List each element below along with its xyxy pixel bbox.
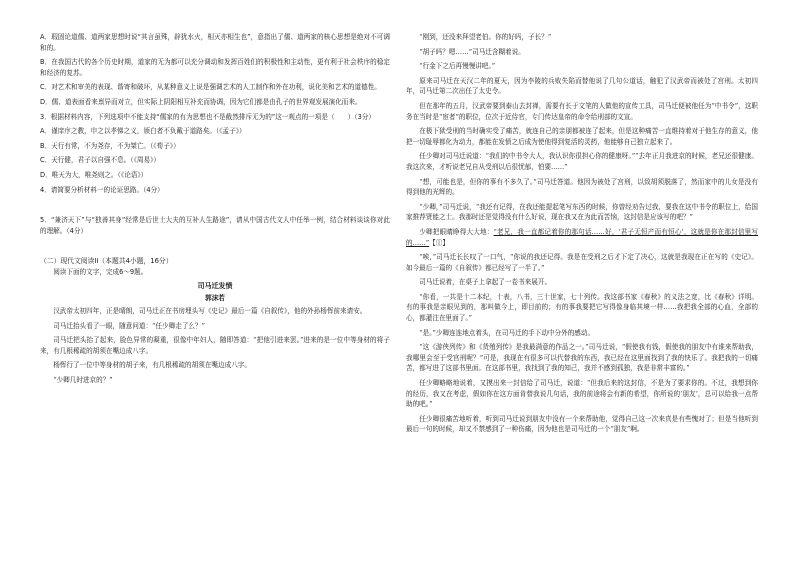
left-column: [40, 32, 390, 385]
section-heading: （二）现代文阅读II（本题共4小题，16分）: [40, 257, 173, 266]
story-paragraph: 汉武帝太初四年，正是晴朗，司马迁正在书房埋头写《史记》最后一篇《自叙传》，他的外孙杨恽前来请安。: [53, 306, 367, 315]
q2-option-c: C．对艺术和审美的表现、谐寄和破坏，从某种意义上说是强调艺术的人工制作和外在功利，说化美和艺术的道德性。: [40, 83, 381, 92]
q2-option-b: B．在我国古代的各个历史时期，道家的无为都可以充分调动和发挥百姓们的积极性和主动性，更有利于社会秩序的稳定和经济的复苏。: [40, 58, 390, 77]
story-paragraph: “这《游侠列传》和《货殖列传》是我最满意的作品之一。”司马迁说，“假使我有钱，假使我的朋友中有谁来帮助我，我哪里会至于受宫刑呢？”可是，我现在有很多可以代替我的东西，我已经在这里面找到了我的快乐了。我把我的一切痛苦，都写进了这部书里面。在这部书里，我找到了我的知己，我并不感到孤独，我是非常丰富的。”: [406, 343, 758, 373]
story-paragraph: “唉，”司马迁长长叹了一口气，“你说的我还记得。我是在受刑之后才下定了决心，这就是我现在正在写的《史记》。如今最后一篇的《自叙传》都已经写了一半了。”: [406, 253, 758, 272]
story-paragraph: 任少卿对司马迁说道：“我们的中书令大人，我认识你很担心你的健康呀。”“去年正月我进京的时候，老兄还很健康。我这次来，才听说老兄自从受刑以后很忧郁，怕要……”: [406, 152, 758, 171]
story-paragraph: 司马迁抬头看了一眼，随意问道：“任少卿走了么？”: [53, 321, 205, 330]
story-title: 司马迁发愤: [197, 280, 233, 290]
right-column: [406, 32, 758, 435]
story-paragraph: “刚到，还没来拜望老伯。你的好吗，子长？”: [419, 33, 552, 41]
story-paragraph: 司马迁说着，在桌子上拿起了一卷书来展开。: [419, 278, 552, 287]
story-paragraph: “你看，一共是十二本纪，十表，八书，三十世家，七十列传。我这部书家《春秋》的义法之宽，比《春秋》详明。有的事我是亲眼见到的，那叫做今上，即目前的；有的事我要把它写得像身临其境一样……我把我全部的心血，全部的心，都灌注在里面了。”: [406, 292, 758, 323]
reading-instruction: 阅读下面的文字，完成6～9题。: [53, 268, 148, 277]
story-paragraph: “行金下之后再慢慢讲吧。”: [419, 62, 496, 71]
underlined-quote: “老兄，我一直都记着你的那句话……好，‘君子无恒产而有恒心’，这就是你在那封信里写的……”: [406, 227, 759, 247]
story-paragraph: 但在那年的五月，汉武帝要到泰山去封禅，需要有长于文笔的人做他的宣传工具，司马迁便被他任为“中书令”，这职务在当时是“宦者”的职位，位次于近侍官，专门传达皇帝的命令给刑部的文宣。: [406, 101, 758, 121]
story-paragraph: 杨恽行了一位中等身材的胡子来，有几根稀疏的胡须在嘴边成八字。: [53, 361, 251, 370]
footnote-marker: 【①】: [429, 238, 449, 247]
story-paragraph: “少卿，”司马迁说，“我还有记得，在我还能提起笔写东西的时候，你曾经劝告过我，要我在这中书令的职位上，给国家推荐贤能之士。我那时还是觉得没有什么好说，现在我又在为此而苦恼，这封信是应该写的吧？”: [406, 202, 758, 222]
q3-option-c: C．天行健，君子以自强不息。（《周易》）: [40, 156, 160, 165]
q3-option-d: D．唯天为大，唯尧则之。（《论语》）: [40, 170, 148, 179]
story-paragraph: “想，可能也是，但你的事有不多久了。”司马迁答道。他因为被处了宫刑，以致胡须脱落了，然而家中的儿女是没有得到他的光辉的。: [406, 177, 758, 197]
q2-option-a: A．瑕固论道儒、道两家思想时说“其言虽殊，辟犹水火，相灭亦相生也”，意指出了儒、道两家的核心思想是绝对不可调和的。: [40, 33, 390, 52]
question-4: 4．请简要分析材料一的论证思路。（4分）: [40, 185, 164, 194]
q3-option-b: B．天行有常，不为尧存，不为桀亡。（《荀子》）: [40, 141, 180, 150]
story-paragraph-underlined: [406, 227, 758, 248]
story-paragraph: “是。”少卿连连地点着头，在司马迁的手下动中分外的感动。: [419, 328, 595, 337]
story-paragraph: 原来司马迁在天汉二年的夏天，因为李陵的兵败失陷而替他说了几句公道话，触犯了汉武帝而被处了宫刑。太初四年，司马迁第二次出任了太史令。: [406, 76, 758, 96]
story-paragraph: “少卿几时进京的？”: [53, 375, 113, 384]
story-paragraph: 任少卿略略地说着，又摸出来一封信给了司马迁，说道：“但我后来的这封信，不是为了要求你的。不过，我想到你的经历，我又在考虑，假如你在这方面肯替我说几句话，我的前途将会有新的希望，你所说的‘朋友’，总可以给我一点帮助的吧。”: [406, 379, 758, 409]
story-paragraph: 任少卿很痛苦地听着，听到司马迁说到朋友中没有一个来帮助他，觉得自己这一次来真是有些愧对了；但是当他听到最后一句的时候，却又不禁感到了一种伤痛，因为他也是司马迁的一个“朋友”啊。: [406, 414, 758, 434]
story-paragraph: 司马迁把头抬了起来，脸色异常的凝重，很像中年妇人，随即答道：“把他引进来罢。”进来的是一位中等身材的将子来，有几根稀疏的胡须在嘴边成八字。: [40, 336, 390, 355]
story-paragraph: 在极下狱受刑的当时确实受了痛苦，就连自己的亲朋都被连了起来，但是这种痛苦一直维持着对于他生存的意义，他把一切耻辱都化为动力，都能在发愤之后成为使他得到复活的灵药，他能够自己独立起来了。: [406, 127, 758, 146]
q3-option-a: A．谨庠序之教，申之以孝悌之义，颁白者不负戴于道路矣。（《孟子》）: [40, 127, 246, 136]
question-3: 3．根据材料内容，下列选项中不能支持“儒家的有为思想也不是截然排斥无为的”这一观点的一项是（ ）（3分）: [40, 112, 376, 121]
story-author: 郭沫若: [205, 293, 225, 302]
q2-option-d: D．儒、道表面看来禀异而对立，但实际上阴阳相互补充而协调，因为它们都是由孔子的世界观发展演化而来。: [40, 97, 362, 106]
narration-text: 少卿把眼睛睁得大大地：: [419, 227, 494, 236]
story-paragraph: “胡子吗？嗯……”司马迁含糊着说。: [419, 47, 525, 56]
question-5: 5．“兼济天下”与“独善其身”经常是后世士大夫的互补人生路途”，请从中国古代文人中任举一例，结合材料谈谈你对此的理解。（4分）: [40, 216, 390, 235]
